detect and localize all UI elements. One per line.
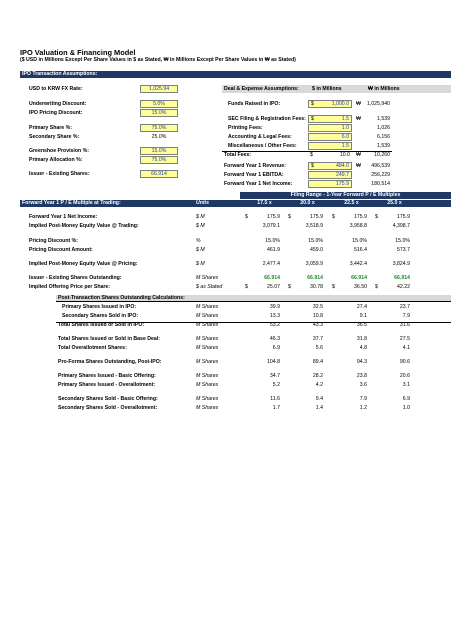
post-cell: 4.1 (402, 345, 410, 351)
post-cell: 37.7 (312, 336, 323, 342)
post-cell: 6.9 (402, 396, 410, 402)
ebitda-krw: 256,229 (371, 172, 390, 178)
valuation-cell: 175.9 (354, 214, 367, 220)
dollar-sign: $ (332, 214, 335, 220)
valuation-cell: 15.0% (265, 238, 280, 244)
valuation-cell: 3,059.9 (305, 261, 323, 267)
valuation-row-unit: $ M (196, 223, 205, 229)
valuation-row-unit: $ M (196, 247, 205, 253)
valuation-cell: 3,442.4 (349, 261, 367, 267)
post-row-label: Secondary Shares Sold in IPO: (62, 313, 139, 319)
post-cell: 39.9 (269, 304, 280, 310)
post-cell: 31.8 (356, 336, 367, 342)
valuation-row-label: Implied Post-Money Equity Value @ Trading: (29, 223, 139, 229)
post-row-label: Pro-Forma Shares Outstanding, Post-IPO: (58, 359, 162, 365)
post-row-unit: M Shares (196, 313, 219, 319)
existing-shares-input[interactable]: 66.914 (140, 170, 178, 178)
post-cell: 1.7 (272, 405, 280, 411)
valuation-row-label: Forward Year 1 Net Income: (29, 214, 98, 220)
post-cell: 1.0 (402, 405, 410, 411)
post-cell: 10.8 (312, 313, 323, 319)
ebitda-label: Forward Year 1 EBITDA: (224, 172, 284, 178)
post-row-unit: M Shares (196, 373, 219, 379)
printing-krw: 1,026 (377, 125, 390, 131)
post-cell: 1.2 (359, 405, 367, 411)
valuation-cell: 461.9 (267, 247, 280, 253)
ebitda-input[interactable]: 249.7 (308, 171, 352, 179)
sec-dollar: $ (311, 116, 314, 122)
post-row-label: Primary Shares Issued in IPO: (62, 304, 137, 310)
uw-discount-label: Underwriting Discount: (29, 101, 87, 107)
valuation-cell: 15.0% (395, 238, 410, 244)
rev-won: ₩ (356, 163, 361, 169)
pe-multiple-cell: 20.0 x (300, 200, 315, 206)
post-row-label: Primary Shares Issued - Overallotment: (58, 382, 156, 388)
post-cell: 7.9 (402, 313, 410, 319)
primary-share-input[interactable]: 75.0% (140, 124, 178, 132)
valuation-cell: 30.78 (310, 284, 323, 290)
post-cell: 13.3 (269, 313, 280, 319)
units-label: Units (196, 200, 209, 206)
total-fees-won: ₩ (356, 152, 361, 158)
post-cell: 28.2 (312, 373, 323, 379)
post-band-title: Post-Transaction Shares Outstanding Calculations: (58, 295, 185, 301)
funds-won: ₩ (356, 101, 361, 107)
misc-krw: 1,539 (377, 143, 390, 149)
valuation-cell: 3,824.9 (392, 261, 410, 267)
post-row-unit: M Shares (196, 345, 219, 351)
post-cell: 94.3 (356, 359, 367, 365)
greenshoe-input[interactable]: 15.0% (140, 147, 178, 155)
filing-range-band: Filing Range - 1-Year Forward P / E Multiples (240, 192, 451, 199)
post-cell: 9.1 (359, 313, 367, 319)
funds-input[interactable] (308, 100, 352, 108)
dollar-sign: $ (332, 284, 335, 290)
post-cell: 27.5 (399, 336, 410, 342)
valuation-cell: 66.914 (264, 275, 280, 281)
valuation-row-label: Implied Post-Money Equity Value @ Pricing: (29, 261, 138, 267)
rev-input[interactable] (308, 162, 352, 170)
primary-share-label: Primary Share %: (29, 125, 72, 131)
post-cell: 11.6 (270, 396, 280, 402)
post-cell: 6.9 (272, 345, 280, 351)
accounting-krw: 6,156 (377, 134, 390, 140)
post-row-label: Total Overallotment Shares: (58, 345, 127, 351)
total-fees-dollar: $ (310, 152, 313, 158)
sec-usd: 1.5 (341, 116, 349, 122)
post-row-label: Total Shares Issued or Sold in IPO: (58, 322, 145, 328)
funds-krw: 1,025,940 (366, 101, 390, 107)
ni-label: Forward Year 1 Net Income: (224, 181, 293, 187)
rev-label: Forward Year 1 Revenue: (224, 163, 286, 169)
post-cell: 5.6 (315, 345, 323, 351)
rev-dollar: $ (311, 163, 314, 169)
ni-input[interactable]: 175.9 (308, 180, 352, 188)
deal-col-krw: ₩ in Millions (368, 86, 400, 92)
post-cell: 46.3 (269, 336, 280, 342)
valuation-cell: 15.0% (308, 238, 323, 244)
post-cell: 20.6 (399, 373, 410, 379)
sec-label: SEC Filing & Registration Fees: (228, 116, 306, 122)
page-subtitle: ($ USD in Millions Except Per Share Values in $ as Stated, ₩ in Millions Except Per Share Values in ₩ as Stated) (20, 57, 296, 63)
fx-rate-label: USD to KRW FX Rate: (29, 86, 83, 92)
post-cell: 23.7 (399, 304, 410, 310)
ipo-pricing-discount-label: IPO Pricing Discount: (29, 110, 83, 116)
post-cell: 90.6 (399, 359, 410, 365)
post-cell: 5.2 (272, 382, 280, 388)
dollar-sign: $ (375, 284, 378, 290)
total-fees-krw: 10,260 (374, 152, 390, 158)
valuation-cell: 3,518.9 (305, 223, 323, 229)
greenshoe-label: Greenshoe Provision %: (29, 148, 89, 154)
valuation-row-label: Issuer - Existing Shares Outstanding: (29, 275, 122, 281)
valuation-cell: 15.0% (352, 238, 367, 244)
post-cell: 4.8 (359, 345, 367, 351)
deal-col-usd: $ in Millions (312, 86, 342, 92)
valuation-cell: 66.914 (351, 275, 367, 281)
valuation-cell: 516.4 (354, 247, 367, 253)
sec-input[interactable] (308, 115, 352, 123)
uw-discount-input[interactable]: 5.0% (140, 100, 178, 108)
post-row-unit: M Shares (196, 336, 219, 342)
sec-krw: 1,539 (377, 116, 390, 122)
valuation-cell: 175.9 (310, 214, 323, 220)
post-cell: 3.1 (402, 382, 410, 388)
funds-label: Funds Raised in IPO: (228, 101, 281, 107)
valuation-cell: 42.22 (397, 284, 410, 290)
valuation-cell: 3,079.1 (262, 223, 280, 229)
valuation-cell: 66.914 (394, 275, 410, 281)
ni-krw: 180,514 (371, 181, 390, 187)
post-cell: 31.6 (399, 322, 410, 328)
post-row-unit: M Shares (196, 405, 219, 411)
secondary-share-label: Secondary Share %: (29, 134, 80, 140)
post-cell: 4.2 (315, 382, 323, 388)
dollar-sign: $ (288, 214, 291, 220)
pe-multiple-cell: 25.0 x (387, 200, 402, 206)
post-row-unit: M Shares (196, 304, 219, 310)
dollar-sign: $ (245, 214, 248, 220)
accounting-label: Accounting & Legal Fees: (228, 134, 292, 140)
post-cell: 34.7 (269, 373, 280, 379)
valuation-cell: 66.914 (307, 275, 323, 281)
valuation-cell: 36.50 (354, 284, 367, 290)
post-cell: 27.4 (356, 304, 367, 310)
pe-multiple-label: Forward Year 1 P / E Multiple at Trading: (22, 200, 121, 206)
printing-input[interactable]: 1.0 (308, 124, 352, 132)
post-cell: 53.2 (269, 322, 280, 328)
post-row-unit: M Shares (196, 322, 219, 328)
post-cell: 89.4 (312, 359, 323, 365)
post-cell: 9.4 (315, 396, 323, 402)
valuation-row-unit: $ as Stated (196, 284, 223, 290)
pe-multiple-cell: 22.5 x (344, 200, 359, 206)
post-cell: 1.4 (315, 405, 323, 411)
valuation-cell: 175.9 (397, 214, 410, 220)
deal-title: Deal & Expense Assumptions: (224, 86, 299, 92)
valuation-row-unit: % (196, 238, 201, 244)
primary-alloc-label: Primary Allocation %: (29, 157, 83, 163)
valuation-row-unit: $ M (196, 261, 205, 267)
ipo-pricing-discount-input[interactable]: 15.0% (140, 109, 178, 117)
existing-shares-label: Issuer - Existing Shares: (29, 171, 90, 177)
fx-rate-input[interactable]: 1,025.94 (140, 85, 178, 93)
valuation-row-label: Pricing Discount Amount: (29, 247, 93, 253)
misc-input[interactable]: 1.5 (308, 142, 352, 150)
post-cell: 23.8 (356, 373, 367, 379)
funds-dollar: $ (311, 101, 314, 107)
valuation-row-label: Implied Offering Price per Share: (29, 284, 111, 290)
total-fees-label: Total Fees: (224, 152, 251, 158)
post-cell: 104.8 (267, 359, 280, 365)
misc-label: Miscellaneous / Other Fees: (228, 143, 297, 149)
funds-usd: 1,000.0 (331, 101, 349, 107)
valuation-cell: 3,958.8 (349, 223, 367, 229)
dollar-sign: $ (375, 214, 378, 220)
pe-multiple-cell: 17.5 x (257, 200, 272, 206)
rev-krw: 496,539 (371, 163, 390, 169)
rev-usd: 484.0 (336, 163, 349, 169)
post-row-label: Secondary Shares Sold - Basic Offering: (58, 396, 158, 402)
page-title: IPO Valuation & Financing Model (20, 48, 136, 57)
post-cell: 3.6 (359, 382, 367, 388)
valuation-row-unit: $ M (196, 214, 205, 220)
post-cell: 43.3 (312, 322, 323, 328)
total-fees-usd: 10.0 (339, 152, 350, 158)
dollar-sign: $ (288, 284, 291, 290)
sec-won: ₩ (356, 116, 361, 122)
valuation-cell: 4,398.7 (392, 223, 410, 229)
post-cell: 32.5 (312, 304, 323, 310)
post-row-label: Total Shares Issued or Sold in Base Deal: (58, 336, 160, 342)
valuation-cell: 25.07 (267, 284, 280, 290)
printing-label: Printing Fees: (228, 125, 263, 131)
valuation-cell: 459.0 (310, 247, 323, 253)
valuation-cell: 175.9 (267, 214, 280, 220)
valuation-row-unit: M Shares (196, 275, 219, 281)
valuation-row-label: Pricing Discount %: (29, 238, 78, 244)
post-row-label: Primary Shares Issued - Basic Offering: (58, 373, 156, 379)
secondary-share-value: 25.0% (151, 134, 167, 140)
valuation-cell: 573.7 (397, 247, 410, 253)
post-row-unit: M Shares (196, 382, 219, 388)
dollar-sign: $ (245, 284, 248, 290)
post-cell: 36.5 (356, 322, 367, 328)
valuation-cell: 2,477.4 (262, 261, 280, 267)
accounting-input[interactable]: 6.0 (308, 133, 352, 141)
post-row-unit: M Shares (196, 359, 219, 365)
post-cell: 7.9 (359, 396, 367, 402)
post-row-unit: M Shares (196, 396, 219, 402)
post-row-label: Secondary Shares Sold - Overallotment: (58, 405, 158, 411)
assumptions-band: IPO Transaction Assumptions: (20, 71, 451, 78)
primary-alloc-input[interactable]: 75.0% (140, 156, 178, 164)
